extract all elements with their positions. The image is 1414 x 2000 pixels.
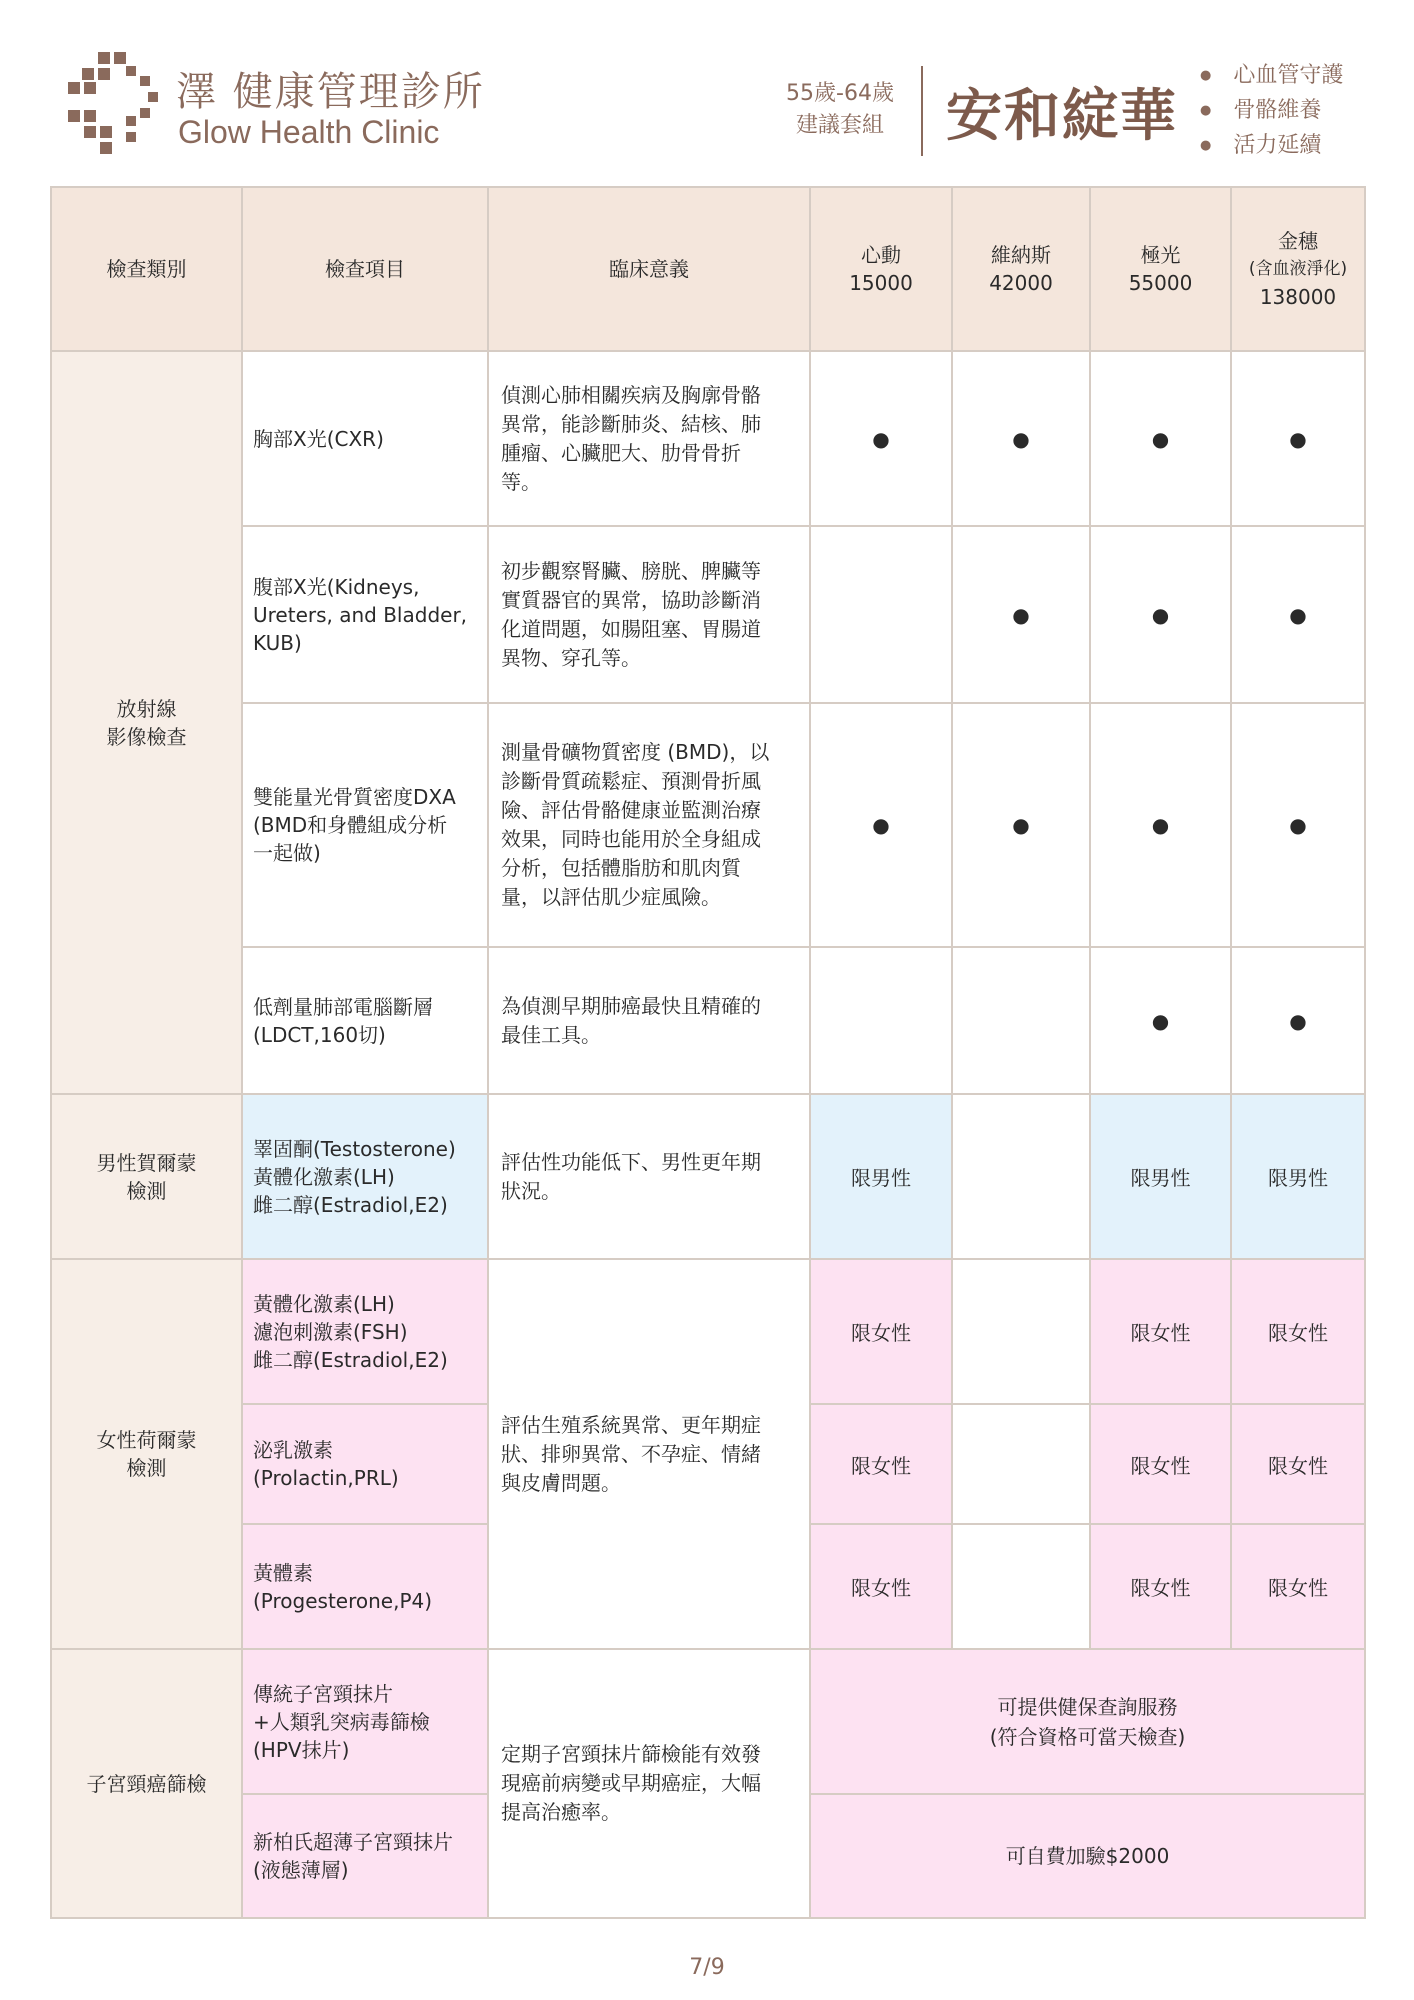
note-line: 可自費加驗$2000 <box>1005 1844 1170 1868</box>
meaning-line: 狀況。 <box>501 1178 561 1203</box>
category-line: 影像檢查 <box>106 724 187 749</box>
item-line: 濾泡刺激素(FSH) <box>253 1319 408 1344</box>
category-line: 男性賀爾蒙 <box>96 1150 197 1175</box>
meaning-line: 分析，包括體脂肪和肌肉質 <box>501 856 741 880</box>
table-row <box>51 1259 1365 1404</box>
category-male-hormone <box>51 1094 242 1259</box>
plan-cell: ● <box>1090 703 1231 947</box>
plan-cell: ● <box>1231 703 1365 947</box>
item-line: 胸部X光(CXR) <box>253 426 384 451</box>
category-line: 放射線 <box>116 696 177 721</box>
plan-name: 心動 <box>861 243 901 267</box>
meaning-line: 現癌前病變或早期癌症，大幅 <box>501 1771 761 1795</box>
meaning-line: 險、評估骨骼健康並監測治療 <box>501 798 761 822</box>
plan-cell <box>952 1524 1090 1649</box>
plan-cell: 限女性 <box>1090 1524 1231 1649</box>
plan-cell: ● <box>952 526 1090 703</box>
plan-cell: ● <box>952 703 1090 947</box>
exam-item <box>242 1649 488 1794</box>
header-plan-golden <box>1231 187 1365 351</box>
header-item: 檢查項目 <box>242 187 488 351</box>
table-row <box>51 1649 1365 1794</box>
meaning-line: 腫瘤、心臟肥大、肋骨骨折 <box>501 440 741 465</box>
plan-cell: ● <box>952 351 1090 526</box>
category-radiology <box>51 351 242 1094</box>
package-subtitle: 建議套組 <box>795 113 884 138</box>
plan-cell: ● <box>1231 947 1365 1094</box>
self-pay-note <box>810 1794 1365 1918</box>
item-line: (Progesterone,P4) <box>253 1588 433 1613</box>
table-row <box>51 526 1365 703</box>
exam-item <box>242 1404 488 1524</box>
plan-cell: 限男性 <box>810 1094 952 1259</box>
exam-item <box>242 1794 488 1918</box>
item-line: 雙能量光骨質密度DXA <box>253 785 456 809</box>
exam-item <box>242 947 488 1094</box>
plan-cell: ● <box>810 351 952 526</box>
clinical-meaning <box>488 1649 810 1918</box>
item-line: 黃體素 <box>253 1560 313 1585</box>
category-female-hormone <box>51 1259 242 1649</box>
note-line: (符合資格可當天檢查) <box>989 1724 1186 1749</box>
package-features <box>1200 60 1343 165</box>
meaning-line: 初步觀察腎臟、膀胱、脾臟等 <box>501 558 761 583</box>
plan-cell: ● <box>1090 351 1231 526</box>
category-line: 子宮頸癌篩檢 <box>86 1771 207 1796</box>
meaning-line: 實質器官的異常，協助診斷消 <box>501 587 761 612</box>
meaning-line: 狀、排卵異常、不孕症、情緒 <box>501 1441 761 1466</box>
package-age-range: 55歲-64歲 <box>786 81 894 106</box>
meaning-line: 與皮膚問題。 <box>501 1470 621 1495</box>
exam-item <box>242 1094 488 1259</box>
meaning-line: 最佳工具。 <box>501 1022 601 1047</box>
exam-item <box>242 351 488 526</box>
feature-item: ● 活力延續 <box>1200 130 1343 165</box>
clinic-name-english: Glow Health Clinic <box>178 114 440 150</box>
header-meaning: 臨床意義 <box>488 187 810 351</box>
item-line: Ureters, and Bladder, <box>253 602 468 627</box>
item-line: 新柏氏超薄子宮頸抹片 <box>253 1830 453 1854</box>
clinical-meaning <box>488 351 810 526</box>
plan-cell: ● <box>1090 526 1231 703</box>
meaning-line: 為偵測早期肺癌最快且精確的 <box>501 993 761 1018</box>
plan-cell: ● <box>1231 351 1365 526</box>
meaning-line: 量，以評估肌少症風險。 <box>501 885 721 909</box>
plan-cell: ● <box>1090 947 1231 1094</box>
item-line: 黃體化激素(LH) <box>253 1291 395 1316</box>
item-line: 雌二醇(Estradiol,E2) <box>253 1192 448 1217</box>
plan-name: 維納斯 <box>991 243 1051 267</box>
plan-price: 138000 <box>1259 285 1337 309</box>
plan-price: 15000 <box>849 271 913 295</box>
exam-item <box>242 526 488 703</box>
item-line: (BMD和身體組成分析 <box>253 813 448 837</box>
table-row <box>51 1094 1365 1259</box>
header-plan-venus <box>952 187 1090 351</box>
plan-name: 金穗 <box>1278 229 1318 253</box>
page-number: 7/9 <box>689 1955 725 1980</box>
item-line: 一起做) <box>253 841 321 865</box>
header-plan-aurora <box>1090 187 1231 351</box>
plan-note: (含血液淨化) <box>1248 259 1348 279</box>
plan-cell <box>810 947 952 1094</box>
item-line: 雌二醇(Estradiol,E2) <box>253 1347 448 1372</box>
meaning-line: 診斷骨質疏鬆症、預測骨折風 <box>501 769 761 793</box>
item-line: (液態薄層) <box>253 1858 349 1882</box>
plan-cell: 限女性 <box>1231 1404 1365 1524</box>
clinical-meaning <box>488 1094 810 1259</box>
plan-cell: 限女性 <box>1090 1404 1231 1524</box>
package-age-block <box>770 78 910 142</box>
note-line: 可提供健保查詢服務 <box>997 1694 1178 1719</box>
item-line: 睪固酮(Testosterone) <box>253 1136 456 1161</box>
item-line: (LDCT,160切) <box>253 1022 386 1047</box>
exam-comparison-table <box>50 186 1366 1919</box>
item-line: 泌乳激素 <box>253 1438 333 1462</box>
header-category: 檢查類別 <box>51 187 242 351</box>
plan-cell <box>952 1259 1090 1404</box>
meaning-line: 化道問題，如腸阻塞、胃腸道 <box>501 616 761 641</box>
plan-price: 55000 <box>1128 271 1193 295</box>
table-row <box>51 351 1365 526</box>
exam-item <box>242 1524 488 1649</box>
nhi-service-note <box>810 1649 1365 1794</box>
meaning-line: 評估生殖系統異常、更年期症 <box>501 1412 761 1437</box>
item-line: 傳統子宮頸抹片 <box>253 1681 393 1706</box>
table-header-row <box>51 187 1365 351</box>
meaning-line: 提高治癒率。 <box>501 1800 621 1824</box>
plan-cell: 限女性 <box>810 1404 952 1524</box>
plan-cell: ● <box>1231 526 1365 703</box>
plan-cell: 限女性 <box>1231 1259 1365 1404</box>
plan-cell: 限女性 <box>1090 1259 1231 1404</box>
category-line: 女性荷爾蒙 <box>96 1428 197 1452</box>
plan-cell: ● <box>810 703 952 947</box>
plan-cell: 限女性 <box>810 1259 952 1404</box>
plan-cell: 限女性 <box>1231 1524 1365 1649</box>
plan-cell <box>952 1094 1090 1259</box>
table-row <box>51 703 1365 947</box>
clinical-meaning <box>488 526 810 703</box>
item-line: KUB) <box>253 630 302 655</box>
plan-cell <box>952 1404 1090 1524</box>
plan-cell <box>952 947 1090 1094</box>
exam-item <box>242 1259 488 1404</box>
item-line: 腹部X光(Kidneys, <box>253 574 420 599</box>
page-header <box>0 0 1414 180</box>
category-cervical <box>51 1649 242 1918</box>
item-line: 低劑量肺部電腦斷層 <box>253 994 433 1019</box>
item-line: 黃體化激素(LH) <box>253 1164 395 1189</box>
plan-cell <box>810 526 952 703</box>
plan-cell: 限男性 <box>1231 1094 1365 1259</box>
table-row <box>51 947 1365 1094</box>
feature-item: ● 骨骼維養 <box>1200 95 1343 130</box>
plan-cell: 限男性 <box>1090 1094 1231 1259</box>
feature-item: ● 心血管守護 <box>1200 60 1343 95</box>
plan-name: 極光 <box>1140 243 1181 267</box>
clinical-meaning <box>488 947 810 1094</box>
meaning-line: 評估性功能低下、男性更年期 <box>501 1149 761 1174</box>
clinic-name-chinese: 澤 健康管理診所 <box>176 69 485 115</box>
item-line: (Prolactin,PRL) <box>253 1466 399 1490</box>
meaning-line: 偵測心肺相關疾病及胸廓骨骼 <box>501 382 761 407</box>
item-line: (HPV抹片) <box>253 1737 350 1762</box>
category-line: 檢測 <box>126 1456 167 1480</box>
package-name: 安和綻華 <box>946 84 1178 149</box>
plan-cell: 限女性 <box>810 1524 952 1649</box>
clinical-meaning <box>488 703 810 947</box>
header-plan-xindong <box>810 187 952 351</box>
clinical-meaning <box>488 1259 810 1649</box>
meaning-line: 異物、穿孔等。 <box>501 645 641 670</box>
meaning-line: 等。 <box>501 469 541 494</box>
clinic-logo-icon <box>64 52 160 156</box>
plan-price: 42000 <box>989 271 1053 295</box>
meaning-line: 效果，同時也能用於全身組成 <box>501 827 761 851</box>
meaning-line: 異常，能診斷肺炎、結核、肺 <box>501 411 761 436</box>
meaning-line: 測量骨礦物質密度 (BMD)，以 <box>501 740 770 764</box>
exam-item <box>242 703 488 947</box>
meaning-line: 定期子宮頸抹片篩檢能有效發 <box>501 1742 761 1766</box>
item-line: +人類乳突病毒篩檢 <box>253 1709 430 1734</box>
category-line: 檢測 <box>126 1178 167 1203</box>
header-divider <box>921 66 923 156</box>
